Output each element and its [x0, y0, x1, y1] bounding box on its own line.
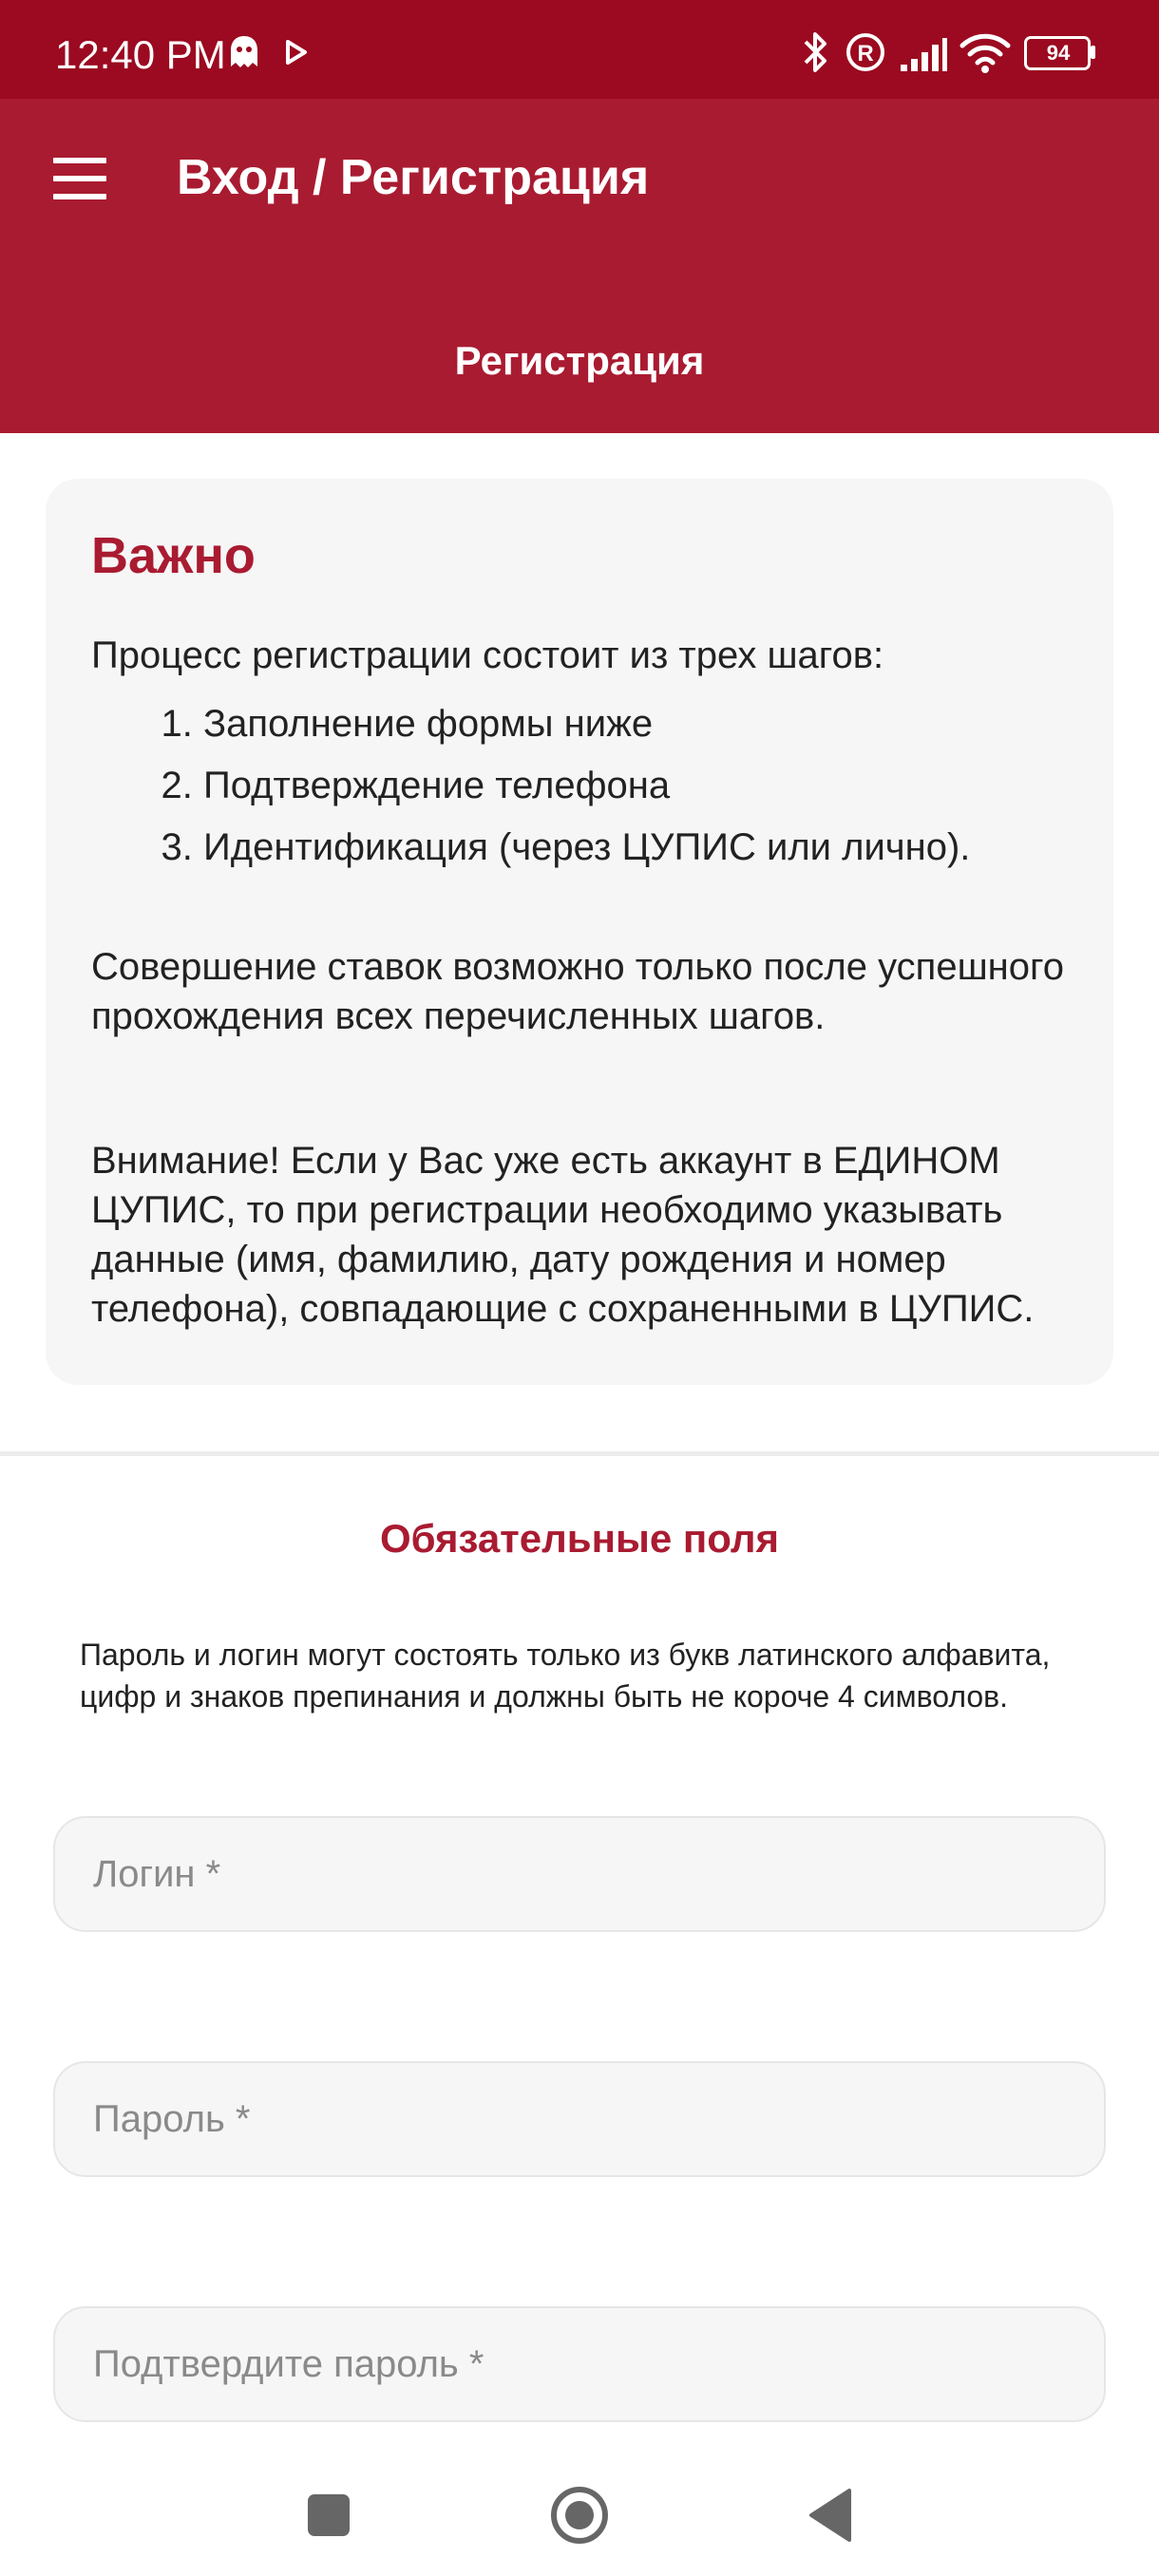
step-item: 2. Подтверждение телефона: [203, 755, 1153, 817]
ghost-icon: [228, 34, 260, 70]
confirm-password-field[interactable]: [53, 2306, 1106, 2422]
battery-level: 94: [1046, 41, 1071, 65]
notice-note: Совершение ставок возможно только после успешного прохождения всех перечисленных шагов.: [91, 946, 1064, 1037]
required-fields-title: Обязательные поля: [379, 1516, 780, 1561]
bluetooth-icon: [800, 30, 830, 74]
battery-icon: [1024, 36, 1094, 68]
notice-heading: Важно: [91, 527, 256, 584]
registered-icon: [846, 32, 885, 72]
tab-registration[interactable]: Регистрация: [454, 338, 705, 383]
home-circle-icon[interactable]: [542, 2477, 618, 2553]
back-triangle-icon[interactable]: [794, 2477, 870, 2553]
page-title: Вход / Регистрация: [177, 150, 650, 205]
recents-square-icon[interactable]: [291, 2477, 367, 2553]
status-time: 12:40 PM: [55, 32, 226, 77]
wifi-icon: [960, 32, 1011, 74]
login-input[interactable]: [55, 1818, 1104, 1930]
notice-warning: Внимание! Если у Вас уже есть аккаунт в ЕДИНОМ ЦУПИС, то при регистрации необходимо указывать данные (имя, фамилию, дату рождения и номер телефона), совпадающие с сохраненными в ЦУПИС.: [91, 1140, 1035, 1330]
svg-text:R: R: [857, 41, 874, 66]
status-bar: [0, 0, 1159, 99]
app-bar: [0, 99, 1159, 433]
confirm-password-input[interactable]: [55, 2308, 1104, 2420]
password-input[interactable]: [55, 2063, 1104, 2175]
login-field[interactable]: [53, 1816, 1106, 1932]
hamburger-menu-icon[interactable]: [53, 158, 106, 199]
notice-intro: Процесс регистрации состоит из трех шагов:: [91, 635, 884, 676]
credentials-hint: Пароль и логин могут состоять только из букв латинского алфавита, цифр и знаков препинания и должны быть не короче 4 символов.: [80, 1638, 1051, 1714]
notice-card: [46, 479, 1113, 1385]
system-nav-bar: [0, 2451, 1159, 2576]
password-field[interactable]: [53, 2061, 1106, 2177]
signal-icon: [899, 36, 948, 72]
section-divider: [0, 1451, 1159, 1456]
play-icon: [285, 40, 308, 65]
step-item: 3. Идентификация (через ЦУПИС или лично).: [203, 817, 1153, 879]
steps-list: [160, 693, 1153, 879]
step-item: 1. Заполнение формы ниже: [203, 693, 1153, 755]
